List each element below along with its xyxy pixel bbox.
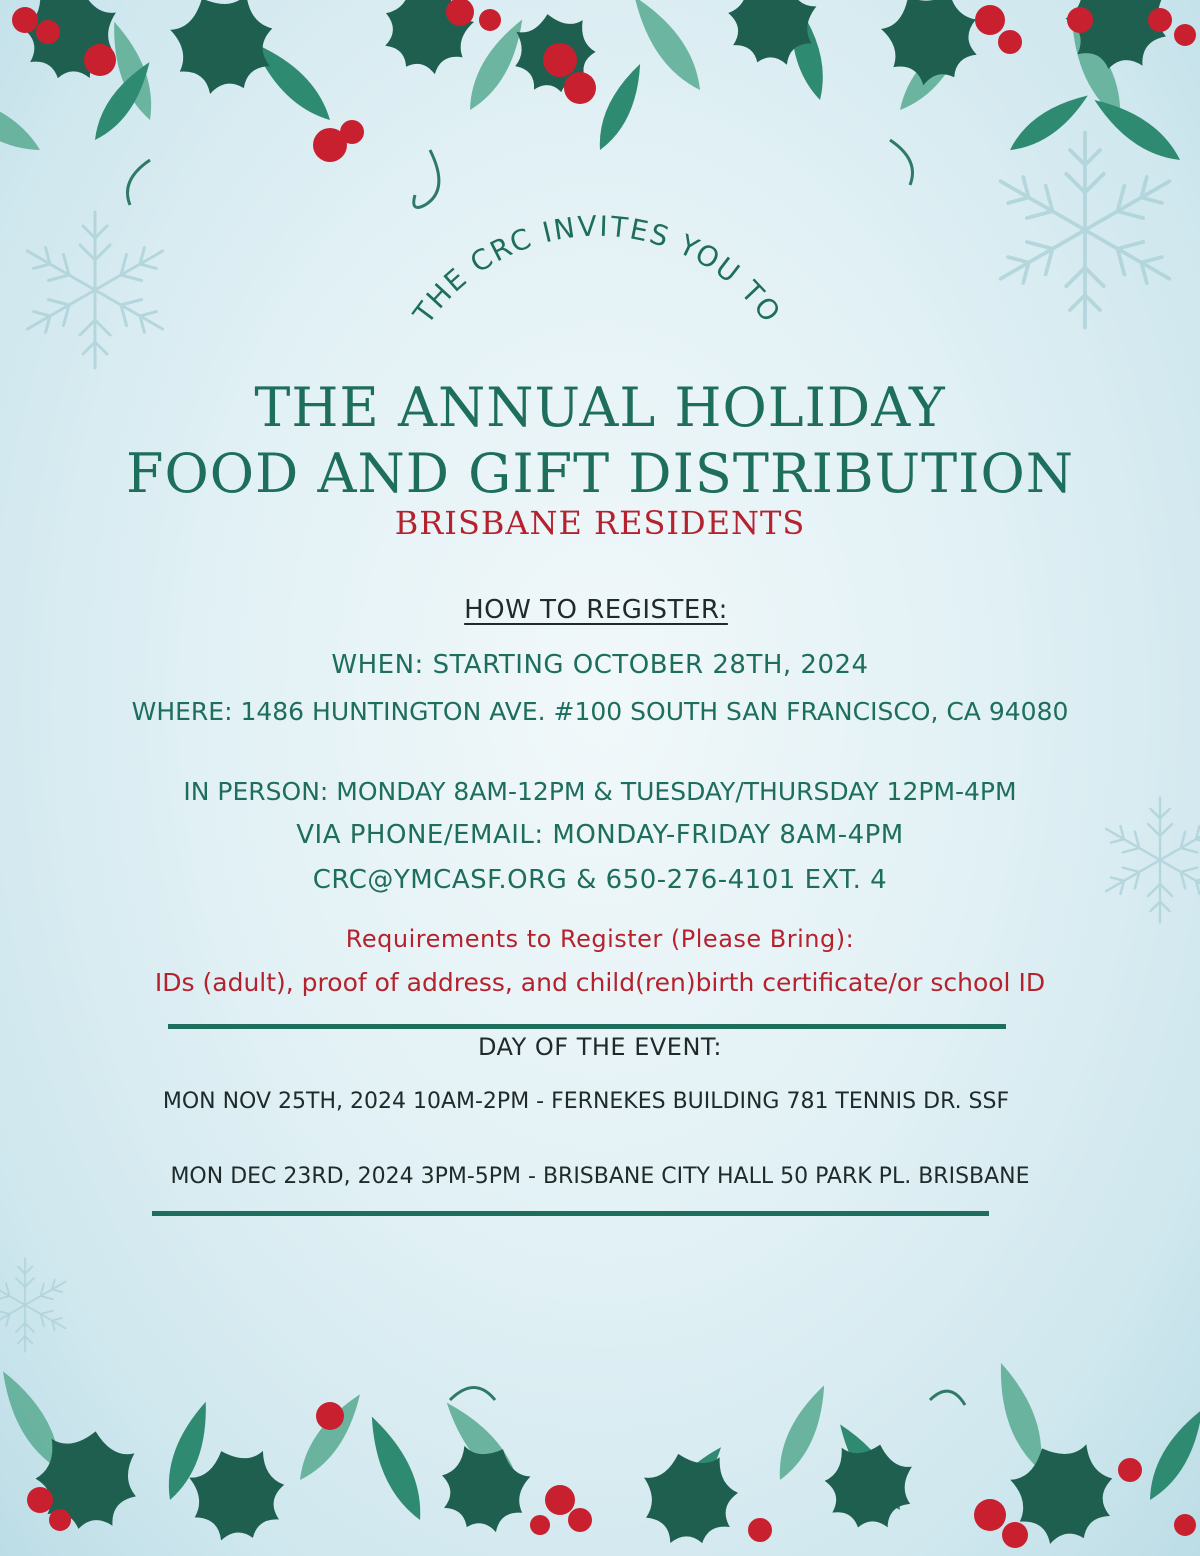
register-contact: CRC@YMCASF.ORG & 650-276-4101 EXT. 4 xyxy=(312,865,888,895)
register-when: WHEN: STARTING OCTOBER 28TH, 2024 xyxy=(331,650,869,680)
invite-arc-text: THE CRC INVITES YOU TO xyxy=(406,209,789,330)
register-in-person-hours: IN PERSON: MONDAY 8AM-12PM & TUESDAY/THURSDAY 12PM-4PM xyxy=(183,777,1017,806)
requirements-heading: Requirements to Register (Please Bring): xyxy=(345,925,855,953)
event-date-2: MON DEC 23RD, 2024 3PM-5PM - BRISBANE CITY HALL 50 PARK PL. BRISBANE xyxy=(170,1164,1030,1189)
requirements-list: IDs (adult), proof of address, and child(ren)birth certificate/or school ID xyxy=(154,968,1046,997)
event-title-line-1: THE ANNUAL HOLIDAY xyxy=(254,376,946,439)
register-heading: HOW TO REGISTER: xyxy=(464,595,728,625)
register-phone-email-hours: VIA PHONE/EMAIL: MONDAY-FRIDAY 8AM-4PM xyxy=(296,820,904,850)
event-date-1: MON NOV 25TH, 2024 10AM-2PM - FERNEKES BUILDING 781 TENNIS DR. SSF xyxy=(162,1089,1010,1114)
divider-top xyxy=(168,1024,1006,1029)
audience-subtitle: BRISBANE RESIDENTS xyxy=(394,504,806,542)
register-heading-wrap xyxy=(0,597,1196,623)
divider-bottom xyxy=(152,1211,989,1216)
register-where: WHERE: 1486 HUNTINGTON AVE. #100 SOUTH SAN FRANCISCO, CA 94080 xyxy=(131,697,1069,726)
top-holly-garland-icon xyxy=(0,0,1196,207)
bottom-holly-garland-icon xyxy=(0,1358,1200,1556)
event-title-line-2: FOOD AND GIFT DISTRIBUTION xyxy=(126,442,1074,505)
event-day-heading: DAY OF THE EVENT: xyxy=(477,1033,723,1061)
